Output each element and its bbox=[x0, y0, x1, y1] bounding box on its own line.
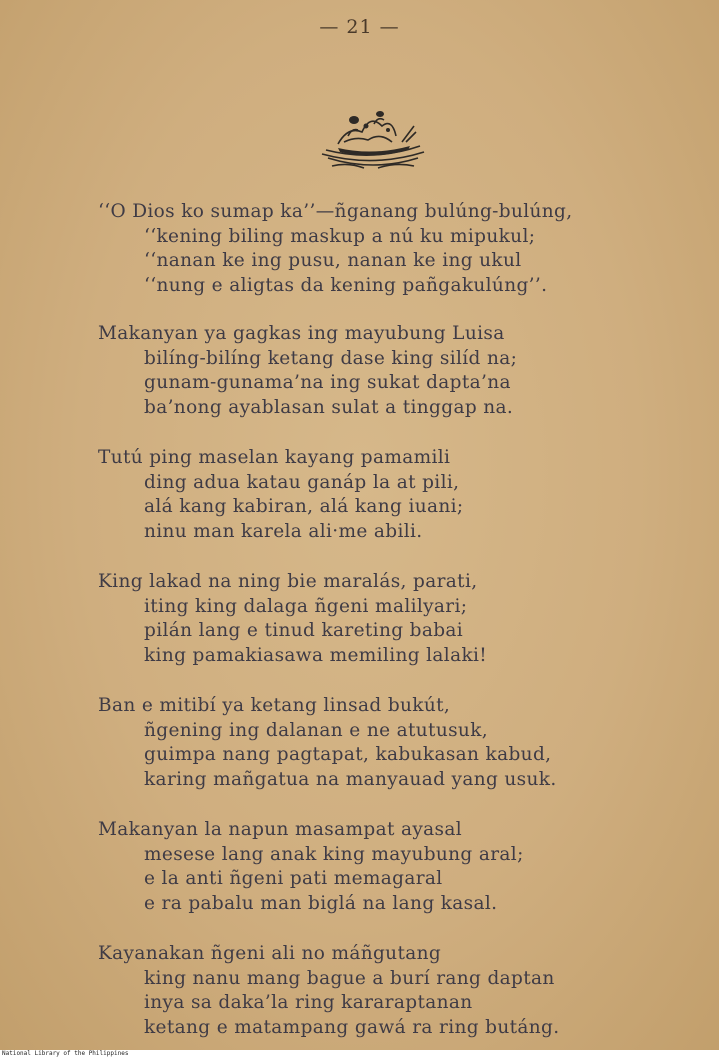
verse-line: Kayanakan ñgeni ali no máñgutang bbox=[98, 943, 442, 964]
stanza-1 bbox=[98, 200, 698, 298]
verse-line: King lakad na ning bie maralás, parati, bbox=[98, 571, 478, 592]
stanza-6 bbox=[98, 818, 698, 916]
verse-line: ninu man karela ali·me abili. bbox=[144, 520, 423, 542]
verse-line: gunam-gunama’na ing sukat dapta’na bbox=[144, 372, 511, 393]
page-number: — 21 — bbox=[319, 16, 400, 38]
stanza-7 bbox=[98, 942, 698, 1040]
verse-line: bilíng-bilíng ketang dase king silíd na; bbox=[144, 347, 518, 369]
verse-line: Makanyan ya gagkas ing mayubung Luisa bbox=[98, 323, 505, 344]
verse-line: ‘‘nanan ke ing pusu, nanan ke ing ukul bbox=[144, 250, 522, 271]
stanza-3 bbox=[98, 446, 698, 544]
verse-line: karing mañgatua na manyauad yang usuk. bbox=[144, 768, 557, 790]
verse-line: pilán lang e tinud kareting babai bbox=[144, 620, 464, 641]
verse-line: Ban e mitibí ya ketang linsad bukút, bbox=[98, 695, 451, 716]
stanza-4 bbox=[98, 570, 698, 668]
verse-line: e la anti ñgeni pati memagaral bbox=[144, 868, 443, 889]
boat-vignette-icon bbox=[318, 96, 428, 176]
verse-line: alá kang kabiran, alá kang iuani; bbox=[144, 496, 464, 517]
verse-line: iting king dalaga ñgeni malilyari; bbox=[144, 595, 468, 617]
verse-line: ketang e matampang gawá ra ring butáng. bbox=[144, 1016, 560, 1038]
verse-line: Tutú ping maselan kayang pamamili bbox=[98, 447, 451, 468]
verse-line: ‘‘kening biling maskup a nú ku mipukul; bbox=[144, 225, 536, 247]
verse-line: ñgening ing dalanan e ne atutusuk, bbox=[144, 719, 488, 741]
verse-line: mesese lang anak king mayubung aral; bbox=[144, 843, 524, 865]
verse-line: king pamakiasawa memiling lalaki! bbox=[144, 644, 488, 666]
verse-line: e ra pabalu man biglá na lang kasal. bbox=[144, 892, 498, 914]
library-footer: National Library of the Philippines bbox=[0, 1050, 719, 1058]
verse-line: ‘‘O Dios ko sumap ka’’—ñganang bulúng-bulúng, bbox=[98, 201, 573, 222]
verse-line: Makanyan la napun masampat ayasal bbox=[98, 819, 463, 840]
verse-line: ba’nong ayablasan sulat a tinggap na. bbox=[144, 396, 514, 418]
verse-line: guimpa nang pagtapat, kabukasan kabud, bbox=[144, 744, 552, 765]
stanza-5 bbox=[98, 694, 698, 792]
verse-line: king nanu mang bague a burí rang daptan bbox=[144, 967, 555, 989]
verse-line: ding adua katau ganáp la at pili, bbox=[144, 471, 460, 493]
verse-line: ‘‘nung e aligtas da kening pañgakulúng’’. bbox=[144, 274, 548, 296]
stanza-2 bbox=[98, 322, 698, 420]
verse-line: inya sa daka’la ring kararaptanan bbox=[144, 992, 473, 1013]
